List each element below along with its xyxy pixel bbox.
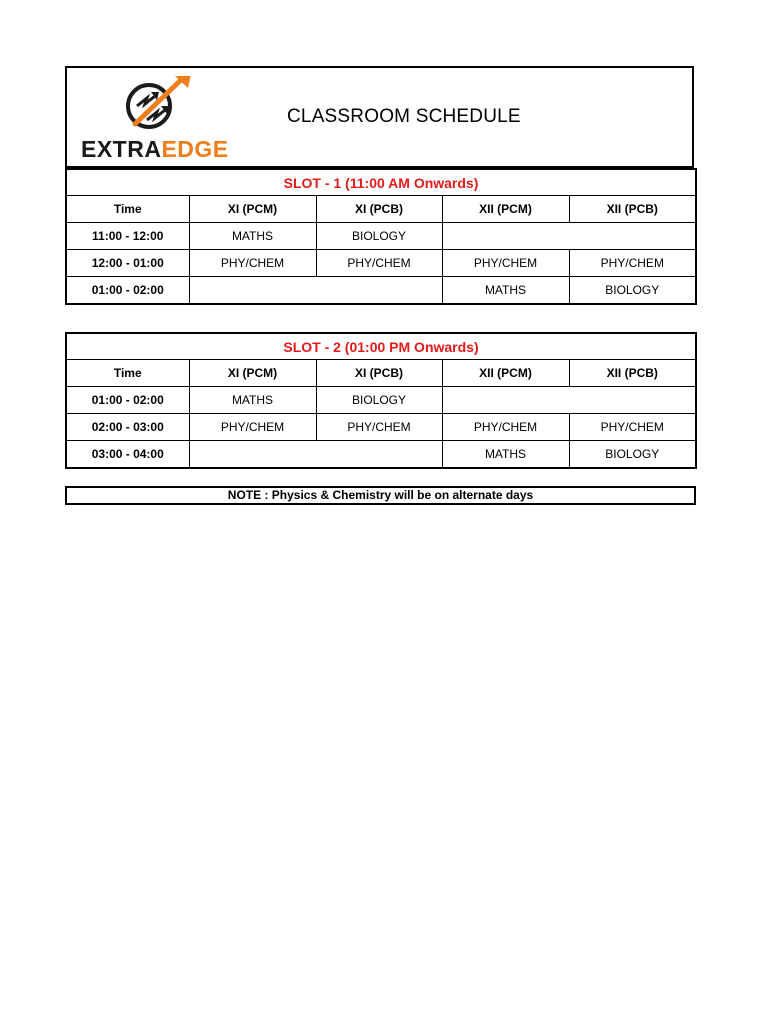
xi-pcm-cell: MATHS (189, 387, 316, 414)
col-header-xi-pcb: XI (PCB) (316, 360, 442, 387)
logo-text-extra: EXTRA (81, 136, 162, 162)
xii-empty-cell (442, 387, 696, 414)
xi-pcb-cell: PHY/CHEM (316, 414, 442, 441)
col-header-xii-pcm: XII (PCM) (442, 196, 569, 223)
table-row (66, 277, 696, 305)
table-row (66, 223, 696, 250)
slot1-title: SLOT - 1 (11:00 AM Onwards) (66, 169, 696, 196)
slot2-table (65, 332, 697, 469)
slot1-header-row (66, 196, 696, 223)
page-title: CLASSROOM SCHEDULE (287, 106, 521, 127)
xii-pcb-cell: BIOLOGY (569, 441, 696, 469)
time-cell: 01:00 - 02:00 (66, 387, 189, 414)
time-cell: 11:00 - 12:00 (66, 223, 189, 250)
note-text: NOTE : Physics & Chemistry will be on alternate days (65, 486, 696, 505)
col-header-xii-pcb: XII (PCB) (569, 196, 696, 223)
col-header-time: Time (66, 360, 189, 387)
xi-pcm-cell: PHY/CHEM (189, 414, 316, 441)
table-row (66, 441, 696, 469)
time-cell: 01:00 - 02:00 (66, 277, 189, 305)
table-row (66, 414, 696, 441)
slot2-header-row (66, 360, 696, 387)
xii-empty-cell (442, 223, 696, 250)
col-header-xii-pcb: XII (PCB) (569, 360, 696, 387)
xii-pcb-cell: PHY/CHEM (569, 414, 696, 441)
xii-pcm-cell: PHY/CHEM (442, 414, 569, 441)
logo-wordmark (81, 138, 229, 161)
logo-arrows-icon (125, 76, 195, 132)
slot1-table (65, 168, 697, 305)
time-cell: 02:00 - 03:00 (66, 414, 189, 441)
xii-pcb-cell: PHY/CHEM (569, 250, 696, 277)
header-box (65, 66, 694, 168)
time-cell: 03:00 - 04:00 (66, 441, 189, 469)
table-row (66, 250, 696, 277)
col-header-time: Time (66, 196, 189, 223)
xi-pcb-cell: PHY/CHEM (316, 250, 442, 277)
xi-pcm-cell: PHY/CHEM (189, 250, 316, 277)
xi-pcm-cell: MATHS (189, 223, 316, 250)
xii-pcm-cell: MATHS (442, 441, 569, 469)
xi-pcb-cell: BIOLOGY (316, 223, 442, 250)
extraedge-logo (81, 76, 241, 162)
logo-text-edge: EDGE (161, 136, 229, 162)
xi-empty-cell (189, 277, 442, 305)
col-header-xii-pcm: XII (PCM) (442, 360, 569, 387)
col-header-xi-pcm: XI (PCM) (189, 196, 316, 223)
xii-pcb-cell: BIOLOGY (569, 277, 696, 305)
time-cell: 12:00 - 01:00 (66, 250, 189, 277)
col-header-xi-pcb: XI (PCB) (316, 196, 442, 223)
table-row (66, 387, 696, 414)
slot2-title: SLOT - 2 (01:00 PM Onwards) (66, 333, 696, 360)
xi-empty-cell (189, 441, 442, 469)
xii-pcm-cell: MATHS (442, 277, 569, 305)
xii-pcm-cell: PHY/CHEM (442, 250, 569, 277)
xi-pcb-cell: BIOLOGY (316, 387, 442, 414)
col-header-xi-pcm: XI (PCM) (189, 360, 316, 387)
